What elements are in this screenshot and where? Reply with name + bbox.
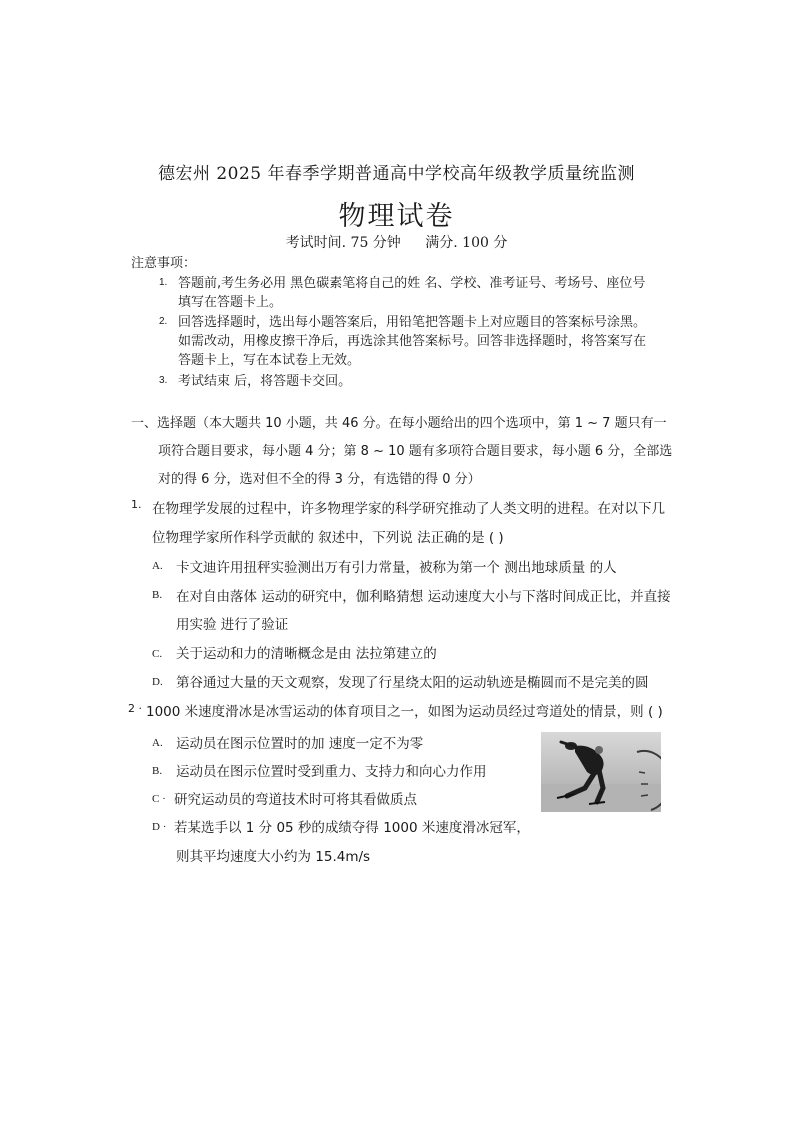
option-letter: C. <box>152 648 163 660</box>
notice-item-number: 3. <box>159 375 168 386</box>
exam-time: 考试时间. 75 分钟 <box>285 235 401 251</box>
paper-title: 物理试卷 <box>338 201 455 232</box>
option-text: 卡文迪许用扭秤实验测出万有引力常量，被称为第一个 测出地球质量 的人 <box>176 560 617 576</box>
option-text: 第谷通过大量的天文观察，发现了行星绕太阳的运动轨迹是椭圆而不是完美的圆 <box>176 675 649 691</box>
question-stem-line: 位物理学家所作科学贡献的 叙述中，下列说 法正确的是 ( ) <box>152 530 504 546</box>
option-text: 运动员在图示位置时受到重力、支持力和向心力作用 <box>176 764 487 780</box>
notice-item-line: 填写在答题卡上。 <box>178 295 283 310</box>
notice-item-line: 回答选择题时，选出每小题答案后，用铅笔把答题卡上对应题目的答案标号涂黑。 <box>178 315 647 330</box>
option-text: 运动员在图示位置时的加 速度一定不为零 <box>176 736 424 752</box>
question-stem-line: 在物理学发展的过程中，许多物理学家的科学研究推动了人类文明的进程。在对以下几 <box>152 501 665 517</box>
notice-item-line: 考试结束 后，将答题卡交回。 <box>178 374 352 389</box>
option-letter: D · <box>152 821 167 833</box>
option-letter: C · <box>152 793 166 805</box>
section-instruction-line: 一、选择题（本大题共 10 小题，共 46 分。在每小题给出的四个选项中，第 1 ~ 7 题只有一 <box>131 416 667 431</box>
question-stem-line: 1000 米速度滑冰是冰雪运动的体育项目之一，如图为运动员经过弯道处的情景，则 ( ) <box>146 704 663 720</box>
exam-time-score <box>0 232 793 252</box>
speed-skater-photo-icon <box>541 732 661 812</box>
option-letter: D. <box>152 676 163 688</box>
option-letter: A. <box>152 737 163 749</box>
full-score: 满分. 100 分 <box>425 235 508 251</box>
section-instruction-line: 项符合题目要求，每小题 4 分；第 8 ~ 10 题有多项符合题目要求，每小题 6 分，全部选 <box>158 444 673 459</box>
question-number: 2 · <box>128 702 142 715</box>
section-instruction-line: 对的得 6 分，选对但不全的得 3 分，有选错的得 0 分） <box>158 472 481 487</box>
school-exam-title: 德宏州 2025 年春季学期普通高中学校高年级教学质量统监测 <box>157 164 636 184</box>
notice-item-line: 答题卡上，写在本试卷上无效。 <box>178 353 361 368</box>
option-letter: A. <box>152 560 163 572</box>
notice-item-line: 如需改动，用橡皮擦干净后，再选涂其他答案标号。回答非选择题时，将答案写在 <box>178 334 647 349</box>
option-text: 用实验 进行了验证 <box>176 617 289 633</box>
option-text: 研究运动员的弯道技术时可将其看做质点 <box>174 792 417 808</box>
notice-item-line: 答题前,考生务必用 黑色碳素笔将自己的姓 名、学校、准考证号、考场号、座位号 <box>178 276 646 291</box>
notice-heading: 注意事项： <box>131 256 197 271</box>
option-text: 若某选手以 1 分 05 秒的成绩夺得 1000 米速度滑冰冠军， <box>174 820 530 836</box>
question-number: 1. <box>131 498 142 511</box>
option-text: 关于运动和力的清晰概念是由 法拉第建立的 <box>176 646 437 662</box>
option-text: 在对自由落体 运动的研究中，伽利略猜想 运动速度大小与下落时间成正比，并直接 <box>176 589 671 605</box>
option-letter: B. <box>152 765 163 777</box>
option-letter: B. <box>152 589 163 601</box>
notice-item-number: 1. <box>159 277 168 288</box>
speed-skater-icon <box>541 732 661 812</box>
notice-item-number: 2. <box>159 316 168 327</box>
option-text: 则其平均速度大小约为 15.4m/s <box>176 849 371 865</box>
